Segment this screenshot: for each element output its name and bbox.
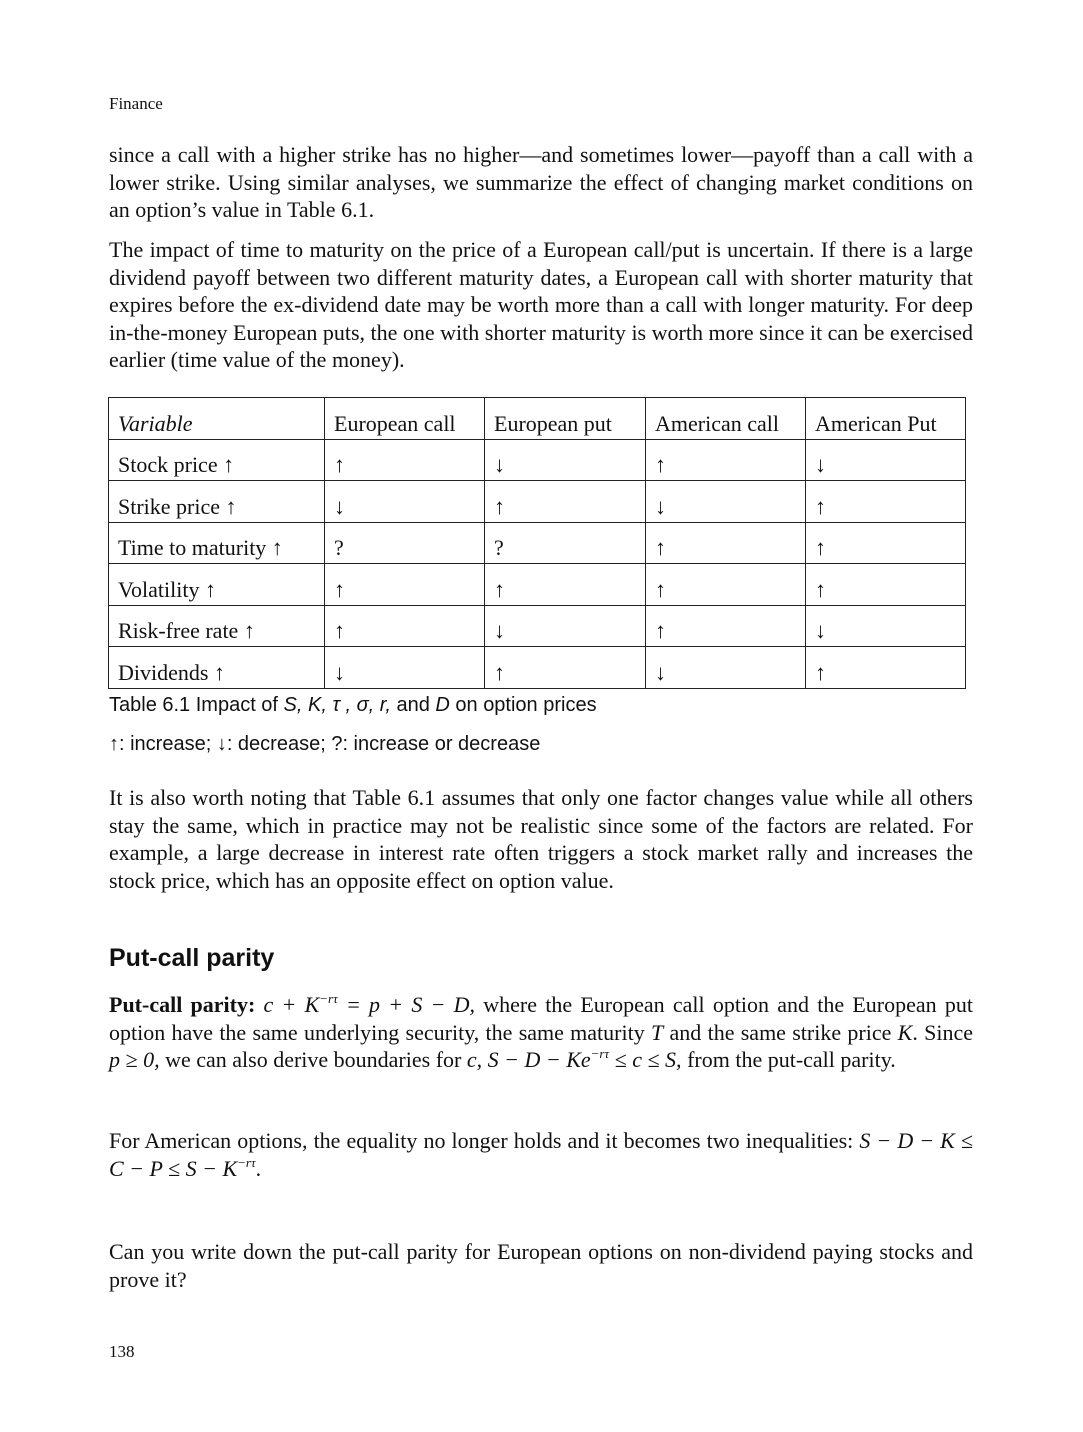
cell: ↑ [485, 647, 646, 689]
row-label: Volatility ↑ [109, 564, 325, 606]
cell: ? [485, 522, 646, 564]
table-row [109, 481, 966, 523]
cell: ↑ [485, 564, 646, 606]
paragraph-assumption-note: It is also worth noting that Table 6.1 assumes that only one factor changes value while all others stay the same, which in practice may not be realistic since some of the factors are related. For example, a large decrease in interest rate often triggers a stock market rally and increases the stock price, which has an opposite effect on option value. [109, 785, 973, 893]
paragraph-question: Can you write down the put-call parity for European options on non-dividend paying stocks and prove it? [109, 1239, 973, 1292]
table-caption: Table 6.1 Impact of S, K, τ , σ, r, and D on option prices [109, 694, 597, 716]
cell: ↑ [646, 605, 806, 647]
cell: ↓ [485, 439, 646, 481]
section-heading: Put-call parity [109, 944, 275, 972]
cell: ↑ [646, 522, 806, 564]
running-header: Finance [109, 94, 163, 113]
option-impact-table [108, 397, 966, 689]
cell: ↑ [646, 564, 806, 606]
table-header-american-put: American Put [806, 398, 966, 440]
cell: ↓ [806, 605, 966, 647]
cell: ↑ [806, 647, 966, 689]
table-header-european-put: European put [485, 398, 646, 440]
table-row [109, 564, 966, 606]
page-number: 138 [109, 1342, 135, 1361]
paragraph-strike-effect: since a call with a higher strike has no higher—and sometimes lower—payoff than a call with a lower strike. Using similar analyses, we summarize the effect of changing market conditions on an option’s value in Table 6.1. [109, 142, 973, 222]
cell: ↑ [806, 564, 966, 606]
cell: ↓ [325, 481, 485, 523]
cell: ↑ [646, 439, 806, 481]
cell: ↑ [485, 481, 646, 523]
cell: ↑ [325, 439, 485, 481]
row-label: Strike price ↑ [109, 481, 325, 523]
cell: ↓ [325, 647, 485, 689]
row-label: Risk-free rate ↑ [109, 605, 325, 647]
table-header-european-call: European call [325, 398, 485, 440]
cell: ↑ [325, 605, 485, 647]
table-row [109, 439, 966, 481]
paragraph-put-call-parity: Put-call parity: $c + K^{-r\tau} = p + S - D$, where the European call option and the European put option have the same underlying security, the same maturity T and the same strike price K. Since p ≥ 0, we can also derive boundaries for c, $S - D - Ke^{-r\tau} \le c \le S$, from the put-call parity. [109, 991, 973, 1072]
cell: ? [325, 522, 485, 564]
table-row [109, 605, 966, 647]
cell: ↓ [646, 481, 806, 523]
table-header-variable: Variable [109, 398, 325, 440]
table-header-row [109, 398, 966, 440]
paragraph-american-options: For American options, the equality no longer holds and it becomes two inequalities: $S - D - K \le C - P \le S - K^{-r\tau}$. [109, 1128, 974, 1181]
cell: ↑ [325, 564, 485, 606]
row-label: Dividends ↑ [109, 647, 325, 689]
table-legend: ↑: increase; ↓: decrease; ?: increase or decrease [109, 733, 541, 755]
table-row [109, 522, 966, 564]
table-header-american-call: American call [646, 398, 806, 440]
paragraph-time-to-maturity: The impact of time to maturity on the price of a European call/put is uncertain. If there is a large dividend payoff between two different maturity dates, a European call with shorter maturity that expires before the ex-dividend date may be worth more than a call with longer maturity. For deep in-the-money European puts, the one with shorter maturity is worth more since it can be exercised earlier (time value of the money). [109, 237, 973, 372]
cell: ↑ [806, 481, 966, 523]
cell: ↓ [646, 647, 806, 689]
cell: ↓ [485, 605, 646, 647]
table-row [109, 647, 966, 689]
row-label: Stock price ↑ [109, 439, 325, 481]
row-label: Time to maturity ↑ [109, 522, 325, 564]
cell: ↓ [806, 439, 966, 481]
cell: ↑ [806, 522, 966, 564]
